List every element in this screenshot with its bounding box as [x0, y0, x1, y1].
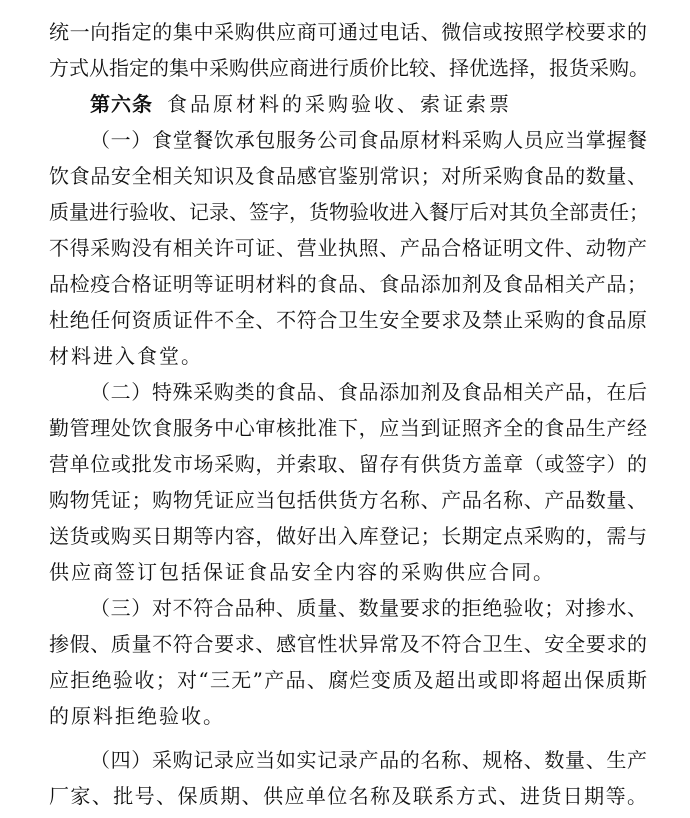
article-label: 第六条 [90, 92, 153, 116]
clause1-line-1 [0, 122, 690, 158]
clause2-line-5 [0, 518, 690, 554]
clause2-line-6 [0, 554, 690, 590]
clause2-line-1 [0, 374, 690, 410]
clause3-line-3 [0, 662, 690, 698]
article-title: 食品原材料的采购验收、索证索票 [167, 92, 512, 116]
text-line: （一）食堂餐饮承包服务公司食品原材料采购人员应当掌握餐 [90, 128, 647, 152]
text-line: 饮食品安全相关知识及食品感官鉴别常识；对所采购食品的数量、 [49, 164, 647, 188]
text-line: 掺假、质量不符合要求、感官性状异常及不符合卫生、安全要求的 [49, 632, 647, 656]
clause2-line-2 [0, 410, 690, 446]
text-line: 杜绝任何资质证件不全、不符合卫生安全要求及禁止采购的食品原 [49, 308, 647, 332]
text-line: （三）对不符合品种、质量、数量要求的拒绝验收；对掺水、 [90, 596, 647, 620]
text-line: 不得采购没有相关许可证、营业执照、产品合格证明文件、动物产 [49, 236, 647, 260]
article-heading [0, 86, 690, 122]
text-line: 质量进行验收、记录、签字，货物验收进入餐厅后对其负全部责任； [49, 200, 649, 224]
text-line: （二）特殊采购类的食品、食品添加剂及食品相关产品，在后 [90, 380, 647, 404]
text-line: 营单位或批发市场采购，并索取、留存有供货方盖章（或签字）的 [49, 452, 647, 476]
clause2-line-3 [0, 446, 690, 482]
intro-line-1 [0, 14, 690, 50]
intro-line-2 [0, 50, 690, 86]
clause1-line-6 [0, 302, 690, 338]
clause1-line-5 [0, 266, 690, 302]
text-line: 供应商签订包括保证食品安全内容的采购供应合同。 [49, 560, 555, 584]
text-line: 统一向指定的集中采购供应商可通过电话、微信或按照学校要求的 [49, 20, 647, 44]
text-line: 品检疫合格证明等证明材料的食品、食品添加剂及食品相关产品； [49, 272, 647, 296]
clause3-line-4 [0, 698, 690, 734]
clause4-line-2 [0, 778, 690, 814]
text-line: 方式从指定的集中采购供应商进行质价比较、择优选择，报货采购。 [49, 56, 649, 80]
text-line: 厂家、批号、保质期、供应单位名称及联系方式、进货日期等。 [49, 784, 647, 808]
text-line: 应拒绝验收；对“三无”产品、腐烂变质及超出或即将超出保质斯 [49, 668, 647, 692]
text-line: 的原料拒绝验收。 [49, 704, 225, 728]
article-heading-text [90, 86, 512, 122]
clause4-line-1 [0, 742, 690, 778]
clause1-line-2 [0, 158, 690, 194]
clause3-line-1 [0, 590, 690, 626]
text-line: 购物凭证；购物凭证应当包括供货方名称、产品名称、产品数量、 [49, 488, 647, 512]
text-line: （四）采购记录应当如实记录产品的名称、规格、数量、生产 [90, 748, 647, 772]
clause3-line-2 [0, 626, 690, 662]
clause1-line-4 [0, 230, 690, 266]
clause1-line-7 [0, 338, 690, 374]
clause1-line-3 [0, 194, 690, 230]
text-line: 勤管理处饮食服务中心审核批准下，应当到证照齐全的食品生产经 [49, 416, 647, 440]
text-line: 送货或购买日期等内容，做好出入库登记；长期定点采购的，需与 [49, 524, 647, 548]
text-line: 材料进入食堂。 [49, 344, 203, 368]
clause2-line-4 [0, 482, 690, 518]
